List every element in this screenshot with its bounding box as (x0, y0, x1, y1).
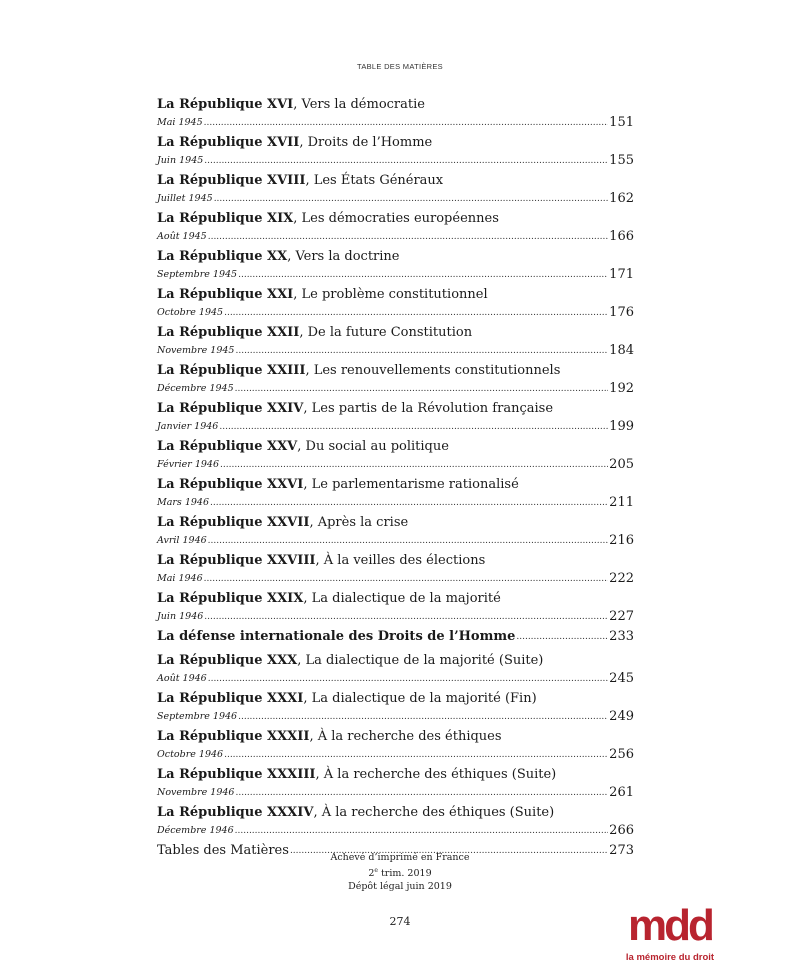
entry-title (157, 210, 634, 228)
entry-title-rest: , Les États Généraux (305, 173, 444, 188)
colophon-line: Achevé d’imprimé en France (330, 852, 470, 863)
entry-page-number: 222 (609, 571, 634, 586)
entry-title-bold: La République XXVII (157, 515, 310, 530)
toc-entry (157, 728, 634, 764)
colophon (0, 851, 800, 893)
entry-date: Mai 1946 (157, 573, 203, 584)
entry-title-bold: La République XIX (157, 211, 294, 226)
toc-entry (157, 476, 634, 512)
entry-page-number: 233 (609, 629, 634, 644)
entry-page-number: 256 (609, 747, 634, 762)
entry-date: Avril 1946 (157, 535, 207, 546)
entry-title (157, 804, 634, 822)
entry-date: Novembre 1946 (157, 787, 235, 798)
entry-line (157, 114, 634, 132)
entry-title-rest: , La dialectique de la majorité (Suite) (297, 653, 544, 668)
dot-leader (224, 304, 608, 322)
entry-date: Mai 1945 (157, 117, 203, 128)
entry-title (157, 172, 634, 190)
toc-entry (157, 134, 634, 170)
entry-title-bold: La République XXXI (157, 691, 304, 706)
entry-line (157, 456, 634, 474)
entry-title-rest: , Les démocraties européennes (293, 211, 499, 226)
toc-entry (157, 210, 634, 246)
logo-text: la mémoire du droit (625, 952, 715, 963)
toc-entry (157, 438, 634, 474)
toc-entry (157, 766, 634, 802)
entry-page-number: 192 (609, 381, 634, 396)
entry-date: Octobre 1946 (157, 749, 224, 760)
entry-title-rest: , Vers la démocratie (293, 97, 425, 112)
entry-date: Juin 1946 (157, 611, 204, 622)
entry-title (157, 514, 634, 532)
dot-leader (204, 152, 608, 170)
dot-leader (238, 266, 608, 284)
entry-line (157, 494, 634, 512)
entry-title-rest: , Le parlementarisme rationalisé (303, 477, 519, 492)
entry-title (157, 728, 634, 746)
toc-entry (157, 514, 634, 550)
entry-date: Novembre 1945 (157, 345, 235, 356)
entry-title-rest: , De la future Constitution (299, 325, 473, 340)
entry-line (157, 822, 634, 840)
colophon-text: trim. 2019 (377, 868, 432, 880)
entry-title (157, 362, 634, 380)
entry-title (157, 248, 634, 266)
entry-line (157, 266, 634, 284)
entry-page-number: 176 (609, 305, 634, 320)
entry-date: Septembre 1946 (157, 711, 238, 722)
dot-leader (235, 342, 608, 360)
entry-title (157, 134, 634, 152)
entry-title-rest: , Du social au politique (297, 439, 449, 454)
entry-title (157, 766, 634, 784)
entry-title-rest: , La dialectique de la majorité (303, 591, 501, 606)
entry-title-rest: , À la recherche des éthiques (Suite) (313, 805, 555, 820)
colophon-text: 2 (368, 868, 375, 880)
entry-title (157, 476, 634, 494)
page-number: 274 (389, 915, 411, 928)
dot-leader (220, 456, 608, 474)
dot-leader (208, 670, 608, 688)
entry-page-number: 199 (609, 419, 634, 434)
entry-page-number: 245 (609, 671, 634, 686)
entry-date: Février 1946 (157, 459, 220, 470)
dot-leader (235, 380, 609, 398)
dot-leader (224, 746, 608, 764)
entry-date: Août 1946 (157, 673, 207, 684)
entry-date: Septembre 1945 (157, 269, 238, 280)
entry-date: Juillet 1945 (157, 193, 213, 204)
toc-entry (157, 628, 634, 646)
toc-entry (157, 652, 634, 688)
entry-date: Août 1945 (157, 231, 207, 242)
entry-title (157, 590, 634, 608)
entry-title-rest: , La dialectique de la majorité (Fin) (303, 691, 537, 706)
entry-date: Octobre 1945 (157, 307, 224, 318)
entry-page-number: 166 (609, 229, 634, 244)
toc-entry (157, 690, 634, 726)
entry-page-number: 211 (609, 495, 634, 510)
entry-line (157, 152, 634, 170)
entry-line (157, 342, 634, 360)
entry-title-rest: , Le problème constitutionnel (293, 287, 488, 302)
entry-page-number: 184 (609, 343, 634, 358)
logo-mark: mdd (628, 901, 712, 950)
entry-title-rest: , Vers la doctrine (287, 249, 400, 264)
entry-page-number: 273 (609, 843, 634, 858)
table-of-contents (157, 96, 634, 866)
entry-line (157, 708, 634, 726)
entry-line (157, 608, 634, 626)
entry-page-number: 151 (609, 115, 634, 130)
entry-line (157, 628, 634, 646)
entry-title (157, 652, 634, 670)
entry-page-number: 155 (609, 153, 634, 168)
dot-leader (238, 708, 608, 726)
entry-title-rest: , Droits de l’Homme (299, 135, 433, 150)
entry-title-rest: , Les renouvellements constitutionnels (305, 363, 561, 378)
entry-title (157, 324, 634, 342)
entry-line (157, 746, 634, 764)
entry-page-number: 205 (609, 457, 634, 472)
entry-title-bold: La République XXX (157, 653, 298, 668)
entry-line (157, 570, 634, 588)
entry-title (157, 96, 634, 114)
entry-line (157, 304, 634, 322)
entry-title (157, 690, 634, 708)
entry-line (157, 380, 634, 398)
toc-entry (157, 286, 634, 322)
dot-leader (516, 628, 608, 646)
entry-title-bold: La République XXXIV (157, 805, 314, 820)
colophon-line (0, 864, 800, 880)
dot-leader (208, 532, 609, 550)
dot-leader (208, 228, 608, 246)
entry-title-rest: , Après la crise (309, 515, 409, 530)
entry-date: Janvier 1946 (157, 421, 219, 432)
colophon-superscript: e (374, 867, 378, 874)
entry-line (157, 784, 634, 802)
running-header: TABLE DES MATIÈRES (357, 62, 443, 71)
entry-title-bold: La République XVII (157, 135, 300, 150)
entry-title-bold: La République XXV (157, 439, 298, 454)
entry-title-bold: La République XX (157, 249, 288, 264)
dot-leader (210, 494, 608, 512)
toc-entry (157, 362, 634, 398)
entry-page-number: 162 (609, 191, 634, 206)
entry-title-rest: , À la recherche des éthiques (Suite) (315, 767, 557, 782)
entry-title-rest: , À la recherche des éthiques (309, 729, 502, 744)
entry-date: Mars 1946 (157, 497, 210, 508)
entry-title (157, 438, 634, 456)
dot-leader (204, 608, 608, 626)
entry-title-bold: La République XXIX (157, 591, 304, 606)
toc-entry (157, 590, 634, 626)
entry-title-bold: La République XXIV (157, 401, 304, 416)
entry-title-bold: La République XXXIII (157, 767, 316, 782)
entry-page-number: 261 (609, 785, 634, 800)
entry-title-bold: La République XXII (157, 325, 300, 340)
entry-line (157, 418, 634, 436)
toc-entry (157, 400, 634, 436)
entry-title: La défense internationale des Droits de l’Homme (157, 629, 516, 644)
toc-entry (157, 324, 634, 360)
entry-page-number: 216 (609, 533, 634, 548)
entry-page-number: 171 (609, 267, 634, 282)
entry-title (157, 286, 634, 304)
entry-page-number: 227 (609, 609, 634, 624)
entry-line (157, 532, 634, 550)
toc-entry (157, 248, 634, 284)
toc-entry (157, 96, 634, 132)
entry-date: Juin 1945 (157, 155, 204, 166)
entry-title-bold: La République XXXII (157, 729, 310, 744)
entry-title: Tables des Matières (157, 843, 289, 858)
toc-entry (157, 172, 634, 208)
entry-title-bold: La République XVI (157, 97, 294, 112)
entry-page-number: 266 (609, 823, 634, 838)
entry-title-bold: La République XVIII (157, 173, 306, 188)
entry-title-rest: , À la veilles des élections (315, 553, 486, 568)
dot-leader (214, 190, 608, 208)
entry-title-rest: , Les partis de la Révolution française (303, 401, 554, 416)
entry-title-bold: La République XXI (157, 287, 294, 302)
dot-leader (235, 822, 609, 840)
entry-date: Décembre 1945 (157, 383, 234, 394)
dot-leader (235, 784, 608, 802)
toc-entry (157, 552, 634, 588)
entry-line (157, 670, 634, 688)
colophon-line: Dépôt légal juin 2019 (348, 881, 452, 893)
entry-line (157, 190, 634, 208)
entry-title-bold: La République XXIII (157, 363, 306, 378)
entry-page-number: 249 (609, 709, 634, 724)
dot-leader (204, 114, 609, 132)
entry-line (157, 228, 634, 246)
entry-title-bold: La République XXVI (157, 477, 304, 492)
dot-leader (219, 418, 608, 436)
entry-title (157, 400, 634, 418)
publisher-logo (616, 901, 724, 966)
entry-title-bold: La République XXVIII (157, 553, 316, 568)
toc-entry (157, 804, 634, 840)
entry-date: Décembre 1946 (157, 825, 234, 836)
entry-title (157, 552, 634, 570)
dot-leader (204, 570, 609, 588)
